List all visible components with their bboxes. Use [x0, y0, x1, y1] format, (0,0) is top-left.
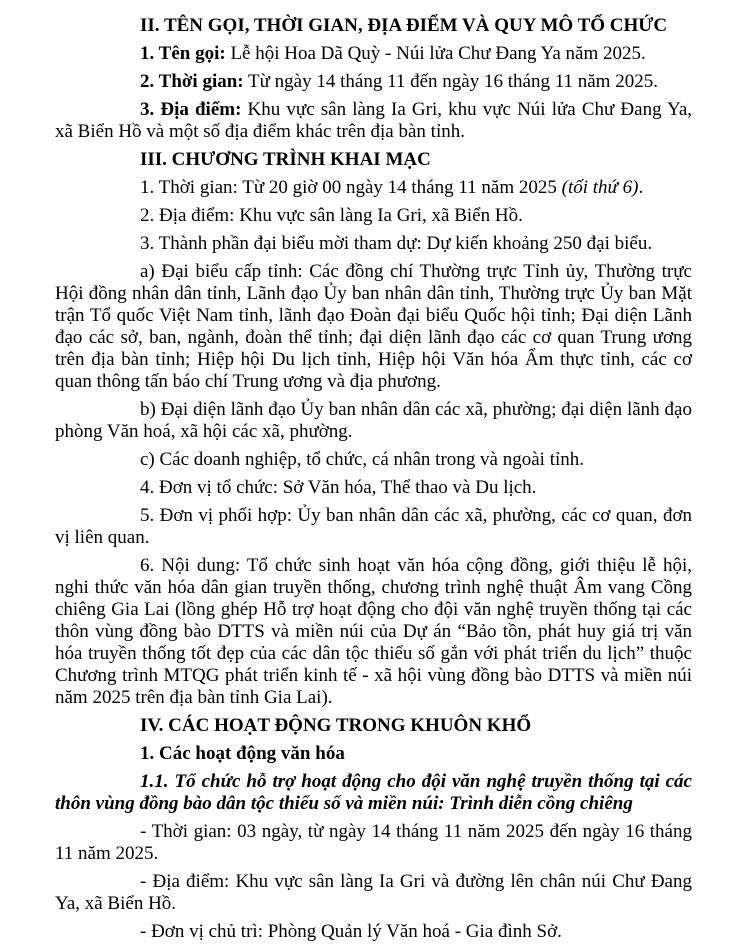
- paragraph-don-vi-chu-tri: [55, 921, 692, 943]
- section-heading-iv: [55, 715, 692, 737]
- section-heading-iii: [55, 149, 692, 171]
- text-run: 1.1. Tổ chức hỗ trợ hoạt động cho đội văn nghệ truyền thống tại các thôn vùng đồng bào dân tộc thiểu số và miền núi: Trình diễn cồng chiêng: [55, 771, 692, 814]
- text-run: III. CHƯƠNG TRÌNH KHAI MẠC: [140, 149, 431, 170]
- paragraph-dai-bieu-cap-tinh: [55, 261, 692, 393]
- text-run: .: [638, 177, 644, 198]
- text-run: - Thời gian: 03 ngày, từ ngày 14 tháng 11 năm 2025 đến ngày 16 tháng 11 năm 2025.: [55, 821, 692, 864]
- text-run: 2. Thời gian:: [140, 71, 244, 92]
- subsection-heading-1: [55, 743, 692, 765]
- text-run: c) Các doanh nghiệp, tổ chức, cá nhân trong và ngoài tỉnh.: [140, 449, 584, 470]
- paragraph-doanh-nghiep: [55, 449, 692, 471]
- paragraph-dia-diem: [55, 99, 692, 143]
- text-run: 1. Thời gian: Từ 20 giờ 00 ngày 14 tháng 11 năm 2025: [140, 177, 562, 198]
- text-run: 3. Địa điểm:: [140, 99, 242, 120]
- text-run: Từ ngày 14 tháng 11 đến ngày 16 tháng 11 năm 2025.: [243, 71, 658, 92]
- text-run: Khu vực sân làng Ia Gri, khu vực Núi lửa Chư Đang Ya, xã Biển Hồ và một số địa điểm khác trên địa bàn tỉnh.: [55, 99, 693, 142]
- text-run: Lễ hội Hoa Dã Quỳ - Núi lửa Chư Đang Ya năm 2025.: [225, 43, 646, 64]
- text-run: IV. CÁC HOẠT ĐỘNG TRONG KHUÔN KHỔ: [140, 715, 532, 736]
- text-run: 5. Đơn vị phối hợp: Ủy ban nhân dân các xã, phường, các cơ quan, đơn vị liên quan.: [55, 505, 692, 548]
- paragraph-khai-mac-thoi-gian: [55, 177, 692, 199]
- text-run: a) Đại biểu cấp tỉnh: Các đồng chí Thường trực Tỉnh ủy, Thường trực Hội đồng nhân dân tỉnh, Lãnh đạo Ủy ban nhân dân tỉnh, Thường trực Ủy ban Mặt trận Tổ quốc Việt Nam tỉnh, lãnh đạo Đoàn đại biểu Quốc hội tỉnh; Đại diện Lãnh đạo các sở, ban, ngành, đoàn thể tỉnh; đại diện lãnh đạo các cơ quan Trung ương trên địa bàn tỉnh; Hiệp hội Du lịch tỉnh, Hiệp hội Văn hóa Ẩm thực tỉnh, các cơ quan thông tấn báo chí Trung ương và địa phương.: [55, 261, 692, 392]
- section-heading-ii: [55, 15, 692, 37]
- paragraph-don-vi-phoi-hop: [55, 505, 692, 549]
- paragraph-khai-mac-dia-diem: [55, 205, 692, 227]
- paragraph-ten-goi: [55, 43, 692, 65]
- paragraph-hoat-dong-dia-diem: [55, 871, 692, 915]
- paragraph-thanh-phan: [55, 233, 692, 255]
- paragraph-dai-dien-lanh-dao: [55, 399, 692, 443]
- text-run: 2. Địa điểm: Khu vực sân làng Ia Gri, xã Biển Hồ.: [140, 205, 523, 226]
- text-run: b) Đại diện lãnh đạo Ủy ban nhân dân các xã, phường; đại diện lãnh đạo phòng Văn hoá, xã hội các xã, phường.: [55, 399, 692, 442]
- paragraph-hoat-dong-thoi-gian: [55, 821, 692, 865]
- text-run: - Địa điểm: Khu vực sân làng Ia Gri và đường lên chân núi Chư Đang Ya, xã Biển Hồ.: [55, 871, 692, 914]
- text-run: 1. Tên gọi:: [140, 43, 226, 64]
- paragraph-don-vi-to-chuc: [55, 477, 692, 499]
- text-run: 4. Đơn vị tổ chức: Sở Văn hóa, Thể thao và Du lịch.: [140, 477, 537, 498]
- text-run: II. TÊN GỌI, THỜI GIAN, ĐỊA ĐIỂM VÀ QUY MÔ TỔ CHỨC: [140, 15, 668, 36]
- subsection-heading-1-1: [55, 771, 692, 815]
- text-run: 3. Thành phần đại biểu mời tham dự: Dự kiến khoảng 250 đại biểu.: [140, 233, 653, 254]
- text-run: (tối thứ 6): [561, 177, 639, 198]
- paragraph-thoi-gian: [55, 71, 692, 93]
- text-run: 1. Các hoạt động văn hóa: [140, 743, 345, 764]
- text-run: 6. Nội dung: Tổ chức sinh hoạt văn hóa cộng đồng, giới thiệu lễ hội, nghi thức văn hóa dân gian truyền thống, chương trình nghệ thuật Âm vang Cồng chiêng Gia Lai (lồng ghép Hỗ trợ hoạt động cho đội văn nghệ truyền thống tại các thôn vùng đồng bào DTTS và miền núi của Dự án “Bảo tồn, phát huy giá trị văn hóa truyền thống tốt đẹp của các dân tộc thiểu số gắn với phát triển du lịch” thuộc Chương trình MTQG phát triển kinh tế - xã hội vùng đồng bào DTTS và miền núi năm 2025 trên địa bàn tỉnh Gia Lai).: [55, 555, 692, 708]
- text-run: - Đơn vị chủ trì: Phòng Quản lý Văn hoá - Gia đình Sở.: [140, 921, 562, 942]
- paragraph-noi-dung: [55, 555, 692, 709]
